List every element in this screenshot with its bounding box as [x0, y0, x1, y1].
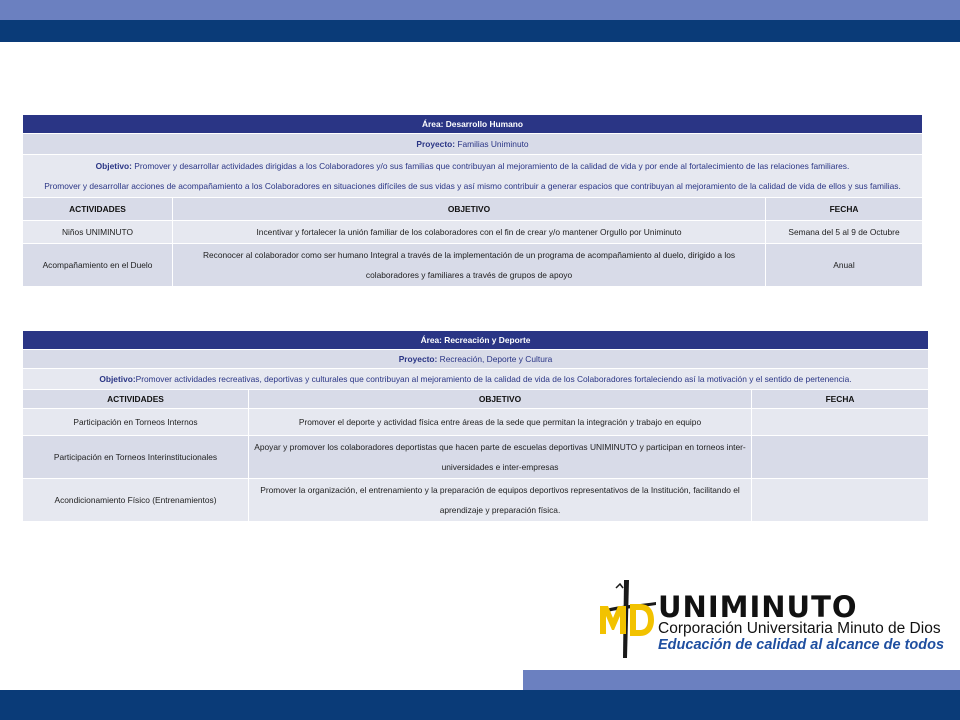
- project-value: Familias Uniminuto: [457, 139, 529, 149]
- objective-cell: Promover el deporte y actividad física entre áreas de la sede que permitan la integración y trabajo en equipo: [249, 409, 752, 436]
- objective-row: [23, 369, 929, 390]
- objective-cell: Reconocer al colaborador como ser humano Integral a través de la implementación de un programa de acompañamiento al duelo, dirigido a los colaboradores y familiares a través de grupos de apoyo: [173, 244, 766, 287]
- md-cross-logo-icon: [596, 578, 658, 658]
- col-header-objetivo: OBJETIVO: [173, 198, 766, 221]
- logo-name: UNIMINUTO: [658, 590, 858, 624]
- activity-cell: Participación en Torneos Internos: [23, 409, 249, 436]
- col-header-actividades: ACTIVIDADES: [23, 198, 173, 221]
- bottom-band-light: [523, 670, 960, 690]
- objective-text-2: Promover y desarrollar acciones de acompañamiento a los Colaboradores en situaciones difíciles de sus vidas y así mismo contribuir a generar espacios que contribuyan al mejoramiento de la calidad de vida de ellos y sus familias.: [44, 181, 901, 191]
- table-row: [23, 479, 929, 522]
- objective-cell: Promover la organización, el entrenamiento y la preparación de equipos deportivos representativos de la Institución, facilitando el aprendizaje y preparación física.: [249, 479, 752, 522]
- top-band-dark: [0, 20, 960, 42]
- bottom-band-dark: [0, 690, 960, 720]
- objective-cell: Apoyar y promover los colaboradores deportistas que hacen parte de escuelas deportivas UNIMINUTO y participan en torneos inter-universidades e inter-empresas: [249, 436, 752, 479]
- col-header-objetivo: OBJETIVO: [249, 390, 752, 409]
- uniminuto-logo: [596, 578, 945, 658]
- activity-cell: Participación en Torneos Interinstitucionales: [23, 436, 249, 479]
- activity-cell: Acondicionamiento Físico (Entrenamientos): [23, 479, 249, 522]
- table-row: [23, 244, 923, 287]
- project-row: [23, 134, 923, 155]
- activity-cell: Acompañamiento en el Duelo: [23, 244, 173, 287]
- date-cell: [752, 436, 929, 479]
- objective-row: [23, 155, 923, 198]
- objective-text-1: Promover y desarrollar actividades dirigidas a los Colaboradores y/o sus familias que contribuyan al mejoramiento de la calidad de vida y por ende al fortalecimiento de las relaciones familiares.: [134, 161, 850, 171]
- objective-text-1: Promover actividades recreativas, deportivas y culturales que contribuyan al mejoramiento de la calidad de vida de los Colaboradores fortaleciendo así la motivación y el sentido de pertenencia.: [135, 374, 852, 384]
- project-row: [23, 350, 929, 369]
- col-header-actividades: ACTIVIDADES: [23, 390, 249, 409]
- table-desarrollo-humano: [22, 114, 923, 287]
- col-header-fecha: FECHA: [766, 198, 923, 221]
- table-row: [23, 221, 923, 244]
- activity-cell: Niños UNIMINUTO: [23, 221, 173, 244]
- logo-tagline: Educación de calidad al alcance de todos: [658, 637, 945, 653]
- logo-subtitle: Corporación Universitaria Minuto de Dios: [658, 620, 941, 637]
- area-title: Área: Recreación y Deporte: [23, 331, 929, 350]
- objective-label: Objetivo:: [99, 374, 136, 384]
- date-cell: [752, 409, 929, 436]
- area-title: Área: Desarrollo Humano: [23, 115, 923, 134]
- date-cell: Semana del 5 al 9 de Octubre: [766, 221, 923, 244]
- objective-cell: Incentivar y fortalecer la unión familiar de los colaboradores con el fin de crear y/o mantener Orgullo por Uniminuto: [173, 221, 766, 244]
- date-cell: Anual: [766, 244, 923, 287]
- top-band-light: [0, 0, 960, 20]
- table-row: [23, 409, 929, 436]
- project-label: Proyecto:: [398, 354, 438, 364]
- table-row: [23, 436, 929, 479]
- date-cell: [752, 479, 929, 522]
- col-header-fecha: FECHA: [752, 390, 929, 409]
- project-value: Recreación, Deporte y Cultura: [439, 354, 553, 364]
- project-label: Proyecto:: [416, 139, 456, 149]
- objective-label: Objetivo:: [95, 161, 132, 171]
- table-recreacion-deporte: [22, 330, 929, 522]
